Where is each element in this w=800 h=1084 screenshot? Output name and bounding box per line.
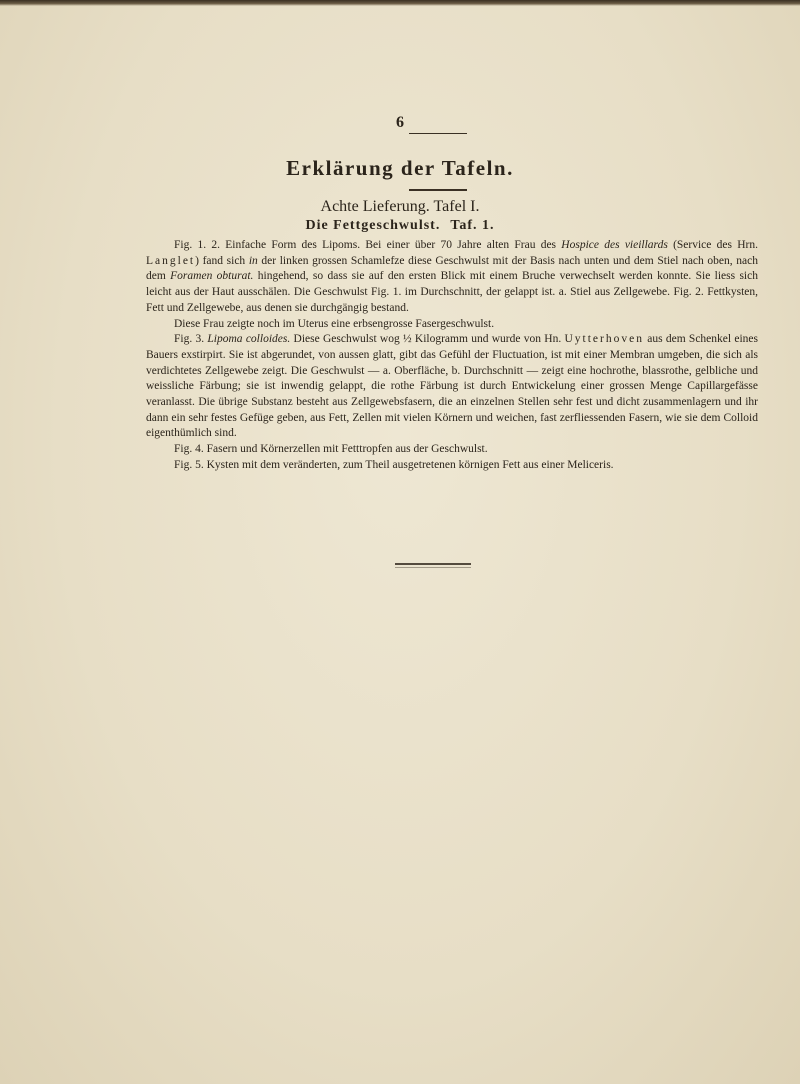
- text-run: aus dem Schenkel eines Bauers exstirpirt. Sie ist abgerundet, von aussen glatt, gibt das Gefühl der Fluctuation, ist mit einer Membran umgeben, die sich als verdichtetes Zellgewebe zeigt. Die Geschwulst — a. Oberfläche, b. Durchschnitt — zeigt eine hochrothe, blassrothe, gelbliche und weissliche Färbung; sie ist inwendig gelappt, die rothe Färbung ist durch Entwickelung einer grossen Menge Capillargefässe veranlasst. Die übrige Substanz besteht aus Zellgewebsfasern, die an einzelnen Stellen sehr fest und dicht zusammenlagern und ihr dann ein sehr festes Gefüge geben, aus Fett, Zellen mit vielen Körnern und weichen, fast zerfliessenden Fasern, wie sie dem Colloid eigenthümlich sind.: [146, 333, 758, 440]
- text-run: (Service des Hrn.: [667, 239, 758, 251]
- page-number-rule: [409, 133, 467, 134]
- subtitle: Achte Lieferung. Tafel I.: [320, 198, 480, 215]
- body-text: [146, 238, 758, 474]
- title-rule: [409, 189, 467, 191]
- spaced-name: Langlet: [146, 254, 196, 267]
- text-run: Fig. 3.: [174, 333, 208, 346]
- paragraph-fig-5: Fig. 5. Kysten mit dem veränderten, zum Theil ausgetretenen körnigen Fett aus einer Meliceris.: [174, 458, 614, 471]
- section-plate: Taf. 1.: [450, 218, 495, 233]
- page-number: 6: [396, 114, 404, 131]
- text-run: Fig. 1. 2. Einfache Form des Lipoms. Bei einer über 70 Jahre alten Frau des: [174, 239, 562, 251]
- text-run: Diese Geschwulst wog ½ Kilogramm und wurde von Hn.: [290, 333, 565, 346]
- section-heading: [0, 218, 800, 234]
- spaced-name: Uytterhoven: [564, 333, 644, 346]
- closing-rule: [395, 563, 471, 565]
- page-title: Erklärung der Tafeln.: [286, 156, 514, 180]
- closing-rule-shadow: [395, 567, 471, 568]
- paragraph-fig-3: [146, 332, 758, 442]
- paragraph-fig-1-2: [146, 238, 758, 317]
- text-run: der linken grossen Schamlefze diese Geschwulst mit der Basis nach unten und dem Stiel nach oben, nach dem: [146, 254, 758, 283]
- section-title: Die Fettgeschwulst.: [305, 218, 441, 233]
- italic-term: Lipoma colloides.: [207, 333, 291, 346]
- italic-term: in: [248, 254, 258, 267]
- paragraph-fig-4: Fig. 4. Fasern und Körnerzellen mit Fetttropfen aus der Geschwulst.: [174, 443, 488, 456]
- italic-term: Foramen obturat.: [170, 270, 254, 283]
- text-run: hingehend, so dass sie auf den ersten Blick mit einem Bruche verwechselt werden konnte. Sie liess sich leicht aus der Haut ausschälen. Die Geschwulst Fig. 1. im Durchschnitt, der gelappt ist. a. Stiel aus Zellgewebe. Fig. 2. Fettkysten, Fett und Zellgewebe, aus denen sie durchgängig bestand.: [146, 270, 758, 314]
- text-run: ) fand sich: [195, 254, 249, 267]
- italic-term: Hospice des vieillards: [561, 239, 668, 251]
- page-top-edge: [0, 0, 800, 6]
- paragraph-uterus: Diese Frau zeigte noch im Uterus eine erbsengrosse Fasergeschwulst.: [174, 317, 495, 330]
